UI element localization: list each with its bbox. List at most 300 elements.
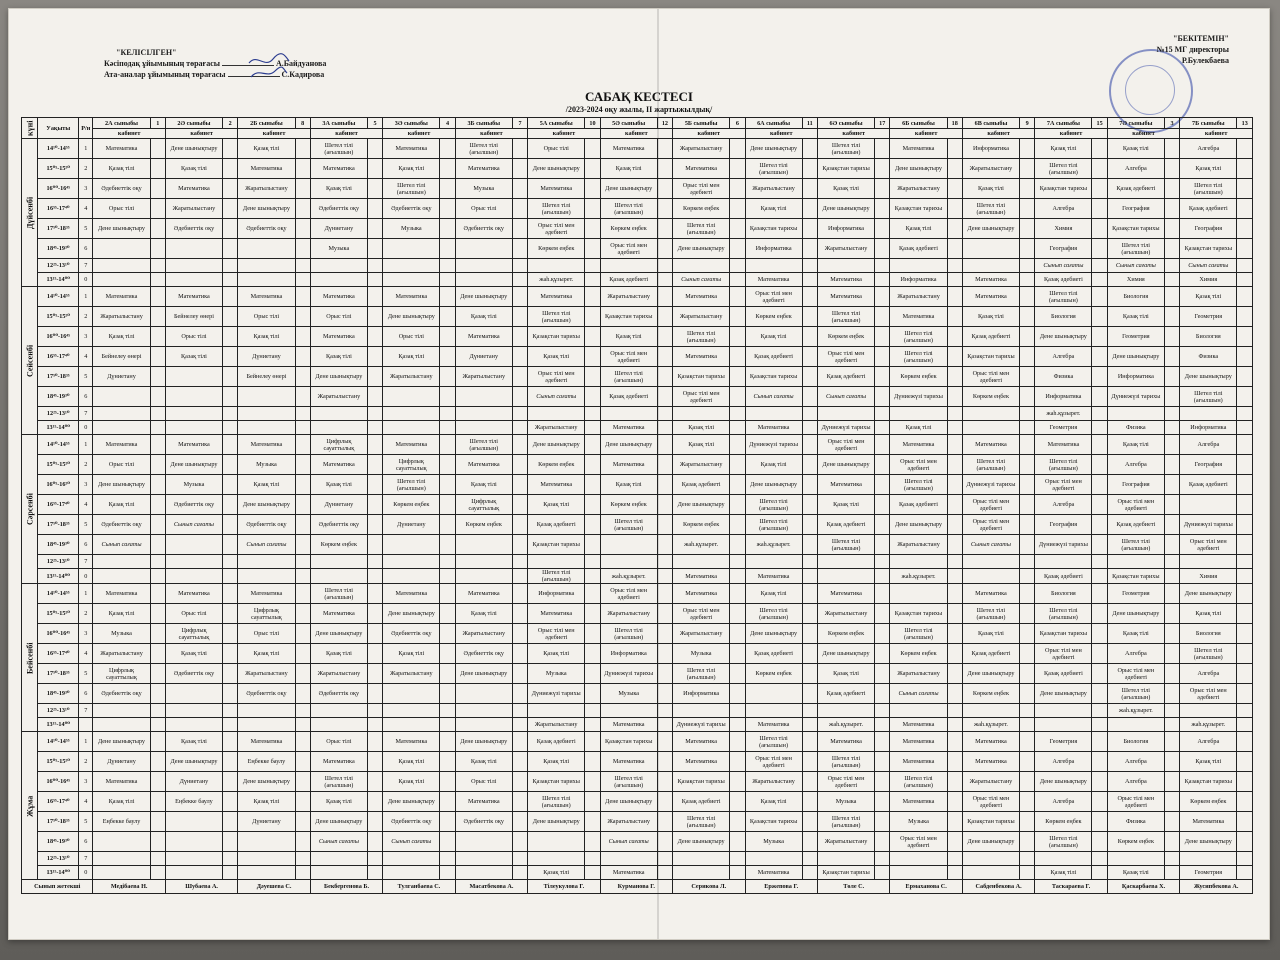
subject-cell: Шетел тілі (ағылшын) — [817, 139, 874, 159]
room-cell — [440, 732, 455, 752]
subject-cell: Көркем еңбек — [455, 515, 512, 535]
room-cell — [585, 535, 600, 555]
room-cell — [947, 327, 962, 347]
room-cell — [223, 287, 238, 307]
subject-cell: Жаратылыстану — [455, 624, 512, 644]
room-cell — [947, 219, 962, 239]
room-cell — [730, 604, 745, 624]
subject-cell: Қазақстан тарихы — [890, 199, 947, 219]
lesson-number: 1 — [79, 435, 93, 455]
subject-cell: Дүниежүзі тарихы — [962, 475, 1019, 495]
subject-cell: жаһ.құзырет. — [890, 569, 947, 584]
subject-cell — [528, 259, 585, 273]
room-cell — [150, 307, 165, 327]
subject-cell: Жаратылыстану — [238, 664, 295, 684]
room-cell — [440, 584, 455, 604]
room-cell — [1020, 515, 1035, 535]
subject-cell — [238, 718, 295, 732]
subject-cell: Дене шынықтыру — [238, 772, 295, 792]
subject-cell: Шетел тілі (ағылшын) — [310, 584, 367, 604]
subject-cell: Қазақстан тарихы — [528, 535, 585, 555]
room-cell — [150, 435, 165, 455]
subject-cell: Математика — [600, 421, 657, 435]
room-cell — [730, 475, 745, 495]
room-cell — [585, 866, 600, 880]
subject-cell: Дүниежүзі тарихы — [528, 684, 585, 704]
room-cell — [150, 287, 165, 307]
subject-cell: Орыс тілі — [238, 624, 295, 644]
room-cell — [295, 387, 310, 407]
subject-cell: Орыс тілі мен әдебиеті — [1107, 664, 1164, 684]
lesson-time: 14¹⁰-14⁵⁵ — [38, 435, 79, 455]
subject-cell — [890, 704, 947, 718]
subject-cell: Қазақ тілі — [1180, 604, 1237, 624]
lesson-row — [22, 684, 1253, 704]
subject-cell: Әдебиеттік оқу — [310, 515, 367, 535]
room-cell — [875, 367, 890, 387]
room-cell — [802, 421, 817, 435]
room-cell — [657, 159, 672, 179]
subject-cell: Орыс тілі мен әдебиеті — [600, 347, 657, 367]
room-cell — [947, 604, 962, 624]
subject-cell: Шетел тілі (ағылшын) — [1035, 287, 1092, 307]
subject-cell: Әдебиеттік оқу — [383, 624, 440, 644]
subject-cell: Орыс тілі мен әдебиеті — [1035, 644, 1092, 664]
room-cell — [512, 684, 527, 704]
room-cell — [730, 367, 745, 387]
room-cell — [223, 347, 238, 367]
lesson-time: 18⁴⁵-19³⁰ — [38, 535, 79, 555]
room-cell — [150, 718, 165, 732]
room-cell — [947, 812, 962, 832]
room-cell — [1164, 752, 1179, 772]
room-cell — [657, 732, 672, 752]
subject-cell — [238, 239, 295, 259]
room-cell — [657, 555, 672, 569]
lesson-number: 3 — [79, 327, 93, 347]
class-room-number: 10 — [585, 118, 600, 129]
room-cell — [1092, 704, 1107, 718]
subject-cell: Математика — [890, 139, 947, 159]
subject-cell: Математика — [528, 604, 585, 624]
day-label: Дүйсенбі — [22, 139, 38, 287]
subject-cell — [310, 866, 367, 880]
room-cell — [440, 866, 455, 880]
subject-cell: Математика — [817, 475, 874, 495]
room-cell — [1164, 812, 1179, 832]
room-cell — [730, 435, 745, 455]
subject-cell: Дене шынықтыру — [1035, 772, 1092, 792]
room-cell — [367, 704, 382, 718]
room-cell — [1237, 718, 1253, 732]
subject-cell — [165, 259, 222, 273]
room-cell — [295, 535, 310, 555]
room-cell — [947, 866, 962, 880]
room-cell — [367, 684, 382, 704]
subject-cell: Әдебиеттік оқу — [93, 179, 150, 199]
subject-cell: Дүниетану — [310, 495, 367, 515]
room-cell — [1237, 435, 1253, 455]
page-subtitle: /2023-2024 оқу жылы, II жартыжылдық/ — [565, 105, 713, 114]
room-cell — [730, 259, 745, 273]
subject-cell: Музыка — [238, 455, 295, 475]
subject-cell: Қазақ тілі — [310, 475, 367, 495]
room-cell — [295, 866, 310, 880]
subject-cell: Дене шынықтыру — [745, 624, 802, 644]
room-cell — [150, 407, 165, 421]
room-cell — [1237, 704, 1253, 718]
day-label: Сәрсенбі — [22, 435, 38, 584]
subject-cell: Қазақ әдебиеті — [600, 273, 657, 287]
room-cell — [367, 367, 382, 387]
room-cell — [223, 219, 238, 239]
room-cell — [1237, 752, 1253, 772]
room-cell — [512, 347, 527, 367]
room-cell — [1020, 792, 1035, 812]
subject-cell: Қазақ әдебиеті — [817, 684, 874, 704]
room-cell — [1092, 852, 1107, 866]
room-cell — [223, 569, 238, 584]
room-cell — [875, 421, 890, 435]
room-cell — [512, 852, 527, 866]
room-label: кабинет — [455, 129, 527, 139]
room-cell — [512, 515, 527, 535]
room-cell — [802, 704, 817, 718]
lesson-time: 13¹⁵-14⁰⁰ — [38, 569, 79, 584]
room-cell — [585, 704, 600, 718]
lesson-row — [22, 604, 1253, 624]
class-teacher-name: Ермаханова С. — [890, 880, 962, 894]
room-cell — [150, 704, 165, 718]
subject-cell: Көркем еңбек — [600, 219, 657, 239]
lesson-time: 14¹⁰-14⁵⁵ — [38, 287, 79, 307]
room-cell — [223, 584, 238, 604]
room-cell — [367, 535, 382, 555]
subject-cell: Шетел тілі (ағылшын) — [817, 752, 874, 772]
subject-cell — [165, 239, 222, 259]
room-cell — [1237, 604, 1253, 624]
room-cell — [440, 219, 455, 239]
room-cell — [150, 421, 165, 435]
room-cell — [875, 435, 890, 455]
subject-cell: Математика — [528, 179, 585, 199]
room-cell — [1164, 772, 1179, 792]
room-cell — [295, 421, 310, 435]
lesson-number: 6 — [79, 387, 93, 407]
room-cell — [1237, 387, 1253, 407]
room-cell — [1237, 555, 1253, 569]
subject-cell: Орыс тілі мен әдебиеті — [600, 239, 657, 259]
room-cell — [440, 624, 455, 644]
room-cell — [585, 604, 600, 624]
subject-cell: Көркем еңбек — [745, 307, 802, 327]
room-cell — [512, 584, 527, 604]
room-cell — [802, 664, 817, 684]
subject-cell: Қазақ тілі — [673, 435, 730, 455]
room-cell — [1164, 515, 1179, 535]
subject-cell: Дене шынықтыру — [1107, 604, 1164, 624]
room-cell — [1092, 832, 1107, 852]
subject-cell: Математика — [962, 287, 1019, 307]
room-cell — [802, 569, 817, 584]
subject-cell: Қазақ тілі — [817, 664, 874, 684]
class-room-number: 4 — [440, 118, 455, 129]
subject-cell — [673, 704, 730, 718]
subject-cell — [310, 555, 367, 569]
room-label: кабинет — [1180, 129, 1253, 139]
subject-cell — [1035, 718, 1092, 732]
subject-cell: Математика — [817, 287, 874, 307]
room-cell — [875, 199, 890, 219]
room-cell — [1164, 367, 1179, 387]
room-cell — [730, 752, 745, 772]
lesson-time: 15⁰⁵-15⁵⁰ — [38, 307, 79, 327]
subject-cell — [238, 387, 295, 407]
room-cell — [730, 644, 745, 664]
subject-cell: Көркем еңбек — [528, 455, 585, 475]
subject-cell — [673, 866, 730, 880]
lesson-number: 4 — [79, 495, 93, 515]
subject-cell: Әдебиеттік оқу — [93, 515, 150, 535]
subject-cell: Математика — [745, 569, 802, 584]
subject-cell: Дене шынықтыру — [673, 239, 730, 259]
subject-cell: Математика — [745, 273, 802, 287]
subject-cell: Дүниежүзі тарихы — [1107, 387, 1164, 407]
subject-cell — [238, 259, 295, 273]
lesson-time: 12²⁵-13¹⁰ — [38, 555, 79, 569]
subject-cell — [817, 555, 874, 569]
room-cell — [875, 259, 890, 273]
subject-cell: Дене шынықтыру — [962, 664, 1019, 684]
subject-cell: Дене шынықтыру — [165, 752, 222, 772]
room-cell — [875, 327, 890, 347]
room-cell — [730, 455, 745, 475]
subject-cell: Жаратылыстану — [817, 604, 874, 624]
subject-cell: Дүниежүзі тарихы — [890, 387, 947, 407]
room-cell — [1092, 259, 1107, 273]
subject-cell: Дүниетану — [165, 772, 222, 792]
subject-cell: Математика — [93, 139, 150, 159]
room-cell — [223, 307, 238, 327]
room-cell — [1020, 852, 1035, 866]
subject-cell: Шетел тілі (ағылшын) — [673, 219, 730, 239]
room-cell — [1237, 219, 1253, 239]
room-cell — [657, 866, 672, 880]
room-cell — [875, 812, 890, 832]
room-cell — [802, 515, 817, 535]
subject-cell: Математика — [890, 307, 947, 327]
subject-cell: Математика — [962, 752, 1019, 772]
room-cell — [585, 347, 600, 367]
subject-cell: Дене шынықтыру — [93, 732, 150, 752]
lesson-time: 13¹⁵-14⁰⁰ — [38, 866, 79, 880]
subject-cell: Музыка — [890, 812, 947, 832]
subject-cell: Шетел тілі (ағылшын) — [1107, 535, 1164, 555]
room-cell — [150, 535, 165, 555]
room-cell — [947, 569, 962, 584]
room-cell — [585, 367, 600, 387]
subject-cell: Қазақ тілі — [1107, 307, 1164, 327]
room-cell — [657, 179, 672, 199]
subject-cell — [528, 555, 585, 569]
subject-cell: жаһ.құзырет. — [1180, 718, 1237, 732]
subject-cell — [455, 704, 512, 718]
room-cell — [1020, 199, 1035, 219]
room-cell — [730, 287, 745, 307]
subject-cell: Қазақ тілі — [165, 732, 222, 752]
subject-cell — [165, 569, 222, 584]
subject-cell — [962, 852, 1019, 866]
subject-cell: Бейнелеу өнері — [165, 307, 222, 327]
room-cell — [223, 199, 238, 219]
room-cell — [1020, 718, 1035, 732]
subject-cell: Орыс тілі мен әдебиеті — [890, 832, 947, 852]
lesson-number: 4 — [79, 199, 93, 219]
subject-cell: Геометрия — [1035, 421, 1092, 435]
subject-cell: Қазақ тілі — [528, 752, 585, 772]
subject-cell: Қазақ әдебиеті — [890, 495, 947, 515]
room-cell — [150, 327, 165, 347]
subject-cell: Қазақстан тарихы — [745, 219, 802, 239]
lesson-row — [22, 455, 1253, 475]
lesson-time: 16⁵⁵-17⁴⁰ — [38, 199, 79, 219]
subject-cell — [962, 239, 1019, 259]
subject-cell: Қазақ тілі — [165, 159, 222, 179]
subject-cell: Шетел тілі (ағылшын) — [890, 347, 947, 367]
subject-cell: Алгебра — [1107, 455, 1164, 475]
room-cell — [802, 407, 817, 421]
class-name-header: 2Б сыныбы — [238, 118, 295, 129]
room-cell — [1164, 327, 1179, 347]
subject-cell: Математика — [310, 604, 367, 624]
room-cell — [585, 219, 600, 239]
room-cell — [947, 495, 962, 515]
room-cell — [223, 259, 238, 273]
subject-cell: Цифрлық сауаттылық — [238, 604, 295, 624]
subject-cell: Қазақ тілі — [455, 604, 512, 624]
subject-cell: Қазақ әдебиеті — [600, 387, 657, 407]
subject-cell: Қазақ әдебиеті — [1107, 179, 1164, 199]
room-cell — [512, 644, 527, 664]
room-cell — [295, 569, 310, 584]
subject-cell: Музыка — [673, 644, 730, 664]
subject-cell — [310, 718, 367, 732]
room-label: кабинет — [238, 129, 310, 139]
room-cell — [1092, 664, 1107, 684]
room-cell — [947, 139, 962, 159]
subject-cell — [238, 866, 295, 880]
subject-cell: Орыс тілі мен әдебиеті — [1107, 495, 1164, 515]
subject-cell — [93, 407, 150, 421]
room-cell — [1092, 495, 1107, 515]
subject-cell — [455, 535, 512, 555]
room-cell — [657, 644, 672, 664]
room-cell — [657, 664, 672, 684]
room-cell — [223, 555, 238, 569]
subject-cell: Шетел тілі (ағылшын) — [600, 367, 657, 387]
room-cell — [730, 684, 745, 704]
room-cell — [730, 199, 745, 219]
lesson-row — [22, 327, 1253, 347]
room-cell — [1020, 159, 1035, 179]
subject-cell: Қазақ тілі — [238, 139, 295, 159]
room-cell — [1020, 307, 1035, 327]
subject-cell: Қазақ әдебиеті — [528, 515, 585, 535]
subject-cell: Орыс тілі мен әдебиеті — [673, 604, 730, 624]
subject-cell: Шетел тілі (ағылшын) — [455, 139, 512, 159]
subject-cell — [455, 866, 512, 880]
subject-cell: Дене шынықтыру — [310, 624, 367, 644]
room-cell — [295, 555, 310, 569]
room-cell — [802, 772, 817, 792]
room-cell — [1164, 704, 1179, 718]
room-cell — [1237, 684, 1253, 704]
subject-cell: Қазақ әдебиеті — [1180, 199, 1237, 219]
lesson-time: 18⁴⁵-19³⁰ — [38, 684, 79, 704]
subject-cell: Қазақ тілі — [745, 792, 802, 812]
room-cell — [367, 718, 382, 732]
lesson-number: 6 — [79, 684, 93, 704]
lesson-row — [22, 569, 1253, 584]
subject-cell: Қазақстан тарихы — [673, 367, 730, 387]
subject-cell: Математика — [745, 421, 802, 435]
room-cell — [730, 515, 745, 535]
subject-cell: Информатика — [673, 684, 730, 704]
subject-cell: Дене шынықтыру — [165, 455, 222, 475]
class-name-header: 6В сыныбы — [962, 118, 1019, 129]
class-teacher-label: Сынып жетекші — [22, 880, 93, 894]
room-cell — [512, 273, 527, 287]
room-cell — [802, 387, 817, 407]
subject-cell: жаһ.құзырет. — [673, 535, 730, 555]
room-cell — [657, 704, 672, 718]
room-cell — [802, 792, 817, 812]
subject-cell: Орыс тілі мен әдебиеті — [890, 455, 947, 475]
subject-cell: Қазақстан тарихы — [528, 327, 585, 347]
subject-cell: Жаратылыстану — [817, 832, 874, 852]
room-cell — [1092, 387, 1107, 407]
room-cell — [947, 199, 962, 219]
room-cell — [512, 535, 527, 555]
subject-cell — [962, 555, 1019, 569]
subject-cell: Математика — [817, 732, 874, 752]
subject-cell: Шетел тілі (ағылшын) — [745, 159, 802, 179]
subject-cell — [528, 852, 585, 866]
class-room-number: 18 — [947, 118, 962, 129]
lesson-number: 7 — [79, 852, 93, 866]
room-cell — [947, 684, 962, 704]
room-cell — [802, 752, 817, 772]
room-cell — [512, 495, 527, 515]
subject-cell — [600, 259, 657, 273]
subject-cell: Қазақ тілі — [745, 327, 802, 347]
subject-cell: География — [1180, 219, 1237, 239]
class-room-number: 8 — [295, 118, 310, 129]
class-teacher-name: Тілеукулова Г. — [528, 880, 600, 894]
lesson-number: 2 — [79, 159, 93, 179]
room-cell — [875, 684, 890, 704]
room-cell — [150, 664, 165, 684]
room-cell — [585, 555, 600, 569]
room-cell — [150, 584, 165, 604]
room-cell — [657, 367, 672, 387]
subject-cell: Шетел тілі (ағылшын) — [1180, 179, 1237, 199]
subject-cell: Математика — [745, 866, 802, 880]
subject-cell: Көркем еңбек — [817, 327, 874, 347]
subject-cell: Қазақ тілі — [310, 792, 367, 812]
room-cell — [657, 515, 672, 535]
lesson-row — [22, 535, 1253, 555]
